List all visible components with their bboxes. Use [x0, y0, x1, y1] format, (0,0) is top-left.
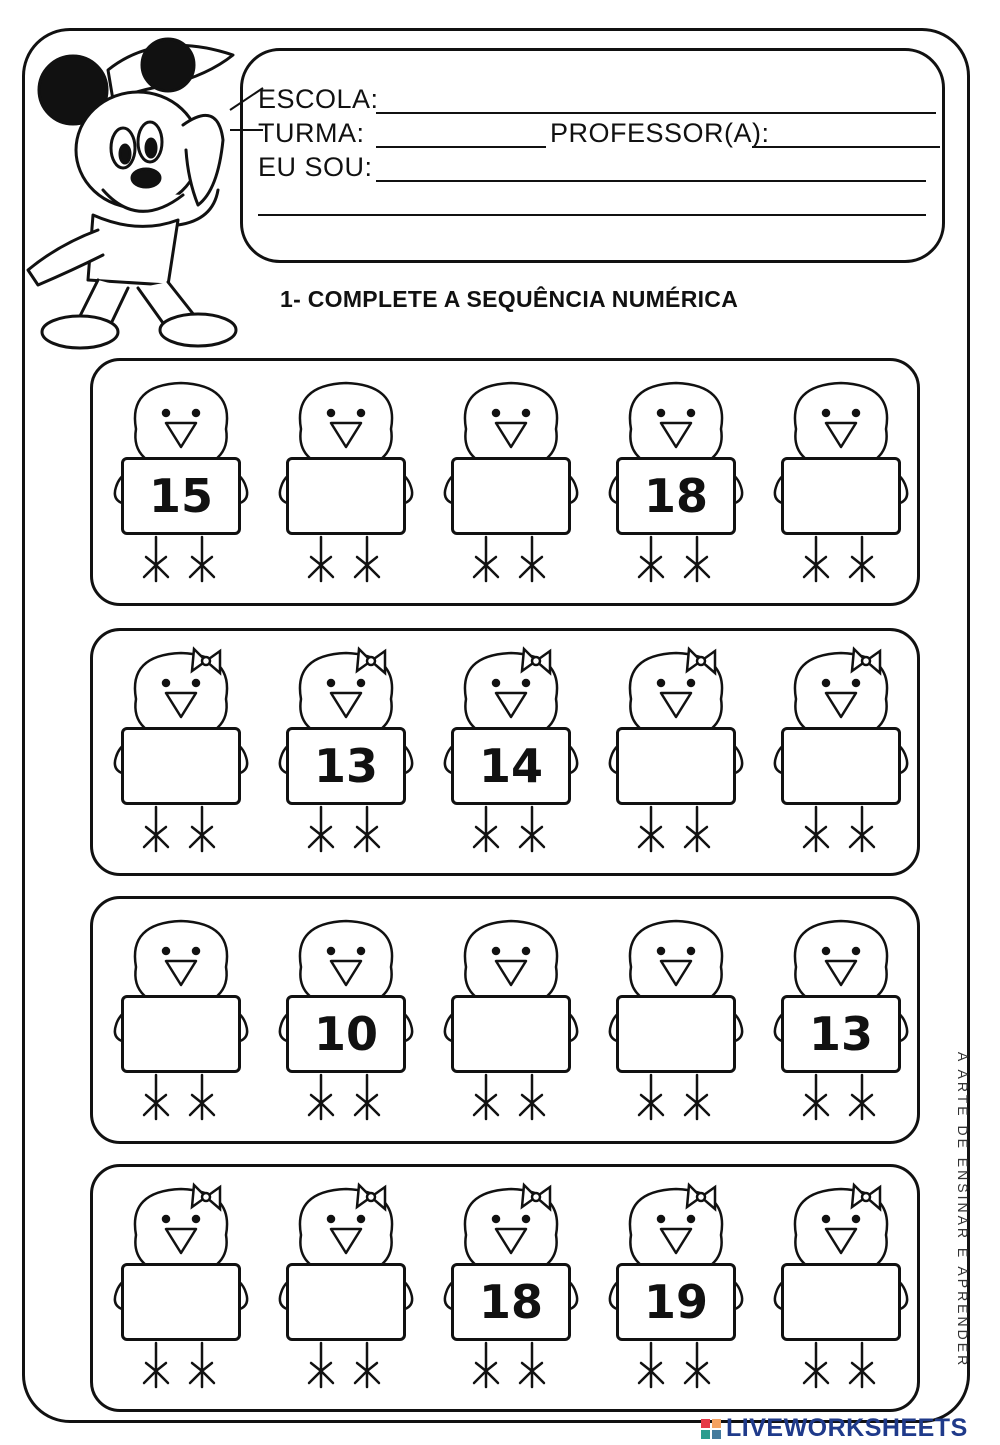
number-sign: 18 — [451, 1263, 571, 1341]
answer-box[interactable] — [451, 457, 571, 535]
sequence-row-4 — [90, 1164, 920, 1412]
answer-box[interactable] — [286, 1263, 406, 1341]
chick-figure — [98, 907, 264, 1139]
answer-box[interactable] — [121, 1263, 241, 1341]
chick-figure — [593, 369, 759, 601]
chick-figure — [428, 639, 594, 871]
answer-box[interactable] — [781, 457, 901, 535]
logo-text: LIVEWORKSHEETS — [726, 1414, 968, 1442]
extra-name-line[interactable] — [258, 214, 926, 216]
number-sign: 14 — [451, 727, 571, 805]
turma-label: TURMA: — [258, 118, 365, 148]
answer-box[interactable] — [616, 995, 736, 1073]
chick-figure — [758, 907, 924, 1139]
side-credit: A ARTE DE ENSINAR E APRENDER — [955, 1051, 971, 1369]
number-sign: 13 — [286, 727, 406, 805]
chick-figure — [263, 639, 429, 871]
chick-figure — [98, 639, 264, 871]
eu-sou-label: EU SOU: — [258, 152, 373, 182]
answer-box[interactable] — [451, 995, 571, 1073]
answer-box[interactable] — [121, 727, 241, 805]
chick-figure — [428, 1175, 594, 1407]
answer-box[interactable] — [121, 995, 241, 1073]
chick-figure — [98, 1175, 264, 1407]
chick-figure — [428, 907, 594, 1139]
instruction-text: 1- COMPLETE A SEQUÊNCIA NUMÉRICA — [280, 286, 739, 312]
chick-figure — [98, 369, 264, 601]
chick-figure — [428, 369, 594, 601]
sequence-row-2 — [90, 628, 920, 876]
professor-label: PROFESSOR(A): — [550, 118, 770, 148]
number-sign: 10 — [286, 995, 406, 1073]
escola-label: ESCOLA: — [258, 84, 379, 114]
answer-box[interactable] — [286, 457, 406, 535]
professor-field[interactable] — [752, 146, 940, 148]
answer-box[interactable] — [781, 1263, 901, 1341]
number-sign: 13 — [781, 995, 901, 1073]
liveworksheets-logo — [700, 1412, 1000, 1445]
sequence-row-3 — [90, 896, 920, 1144]
logo-blocks-icon — [700, 1418, 722, 1440]
answer-box[interactable] — [781, 727, 901, 805]
sequence-row-1 — [90, 358, 920, 606]
chick-figure — [263, 369, 429, 601]
chick-figure — [263, 1175, 429, 1407]
chick-figure — [593, 1175, 759, 1407]
chick-figure — [593, 907, 759, 1139]
number-sign: 18 — [616, 457, 736, 535]
chick-figure — [263, 907, 429, 1139]
chick-figure — [758, 639, 924, 871]
number-sign: 15 — [121, 457, 241, 535]
eu-sou-field[interactable] — [376, 180, 926, 182]
answer-box[interactable] — [616, 727, 736, 805]
turma-field[interactable] — [376, 146, 546, 148]
number-sign: 19 — [616, 1263, 736, 1341]
cartoon-mouse-illustration — [18, 30, 248, 360]
escola-field[interactable] — [376, 112, 936, 114]
chick-figure — [758, 369, 924, 601]
chick-figure — [593, 639, 759, 871]
chick-figure — [758, 1175, 924, 1407]
